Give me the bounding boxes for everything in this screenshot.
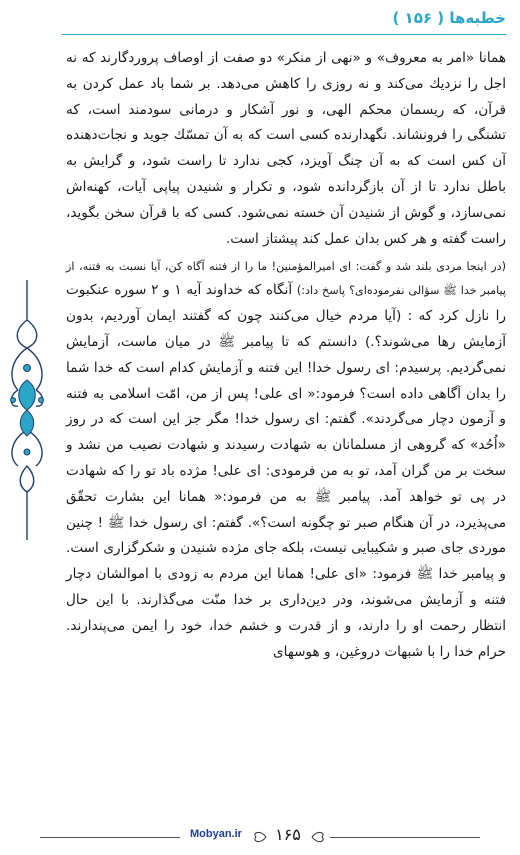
swirl-left-icon	[250, 827, 268, 847]
header-divider	[62, 34, 506, 35]
site-watermark: Mobyan.ir	[190, 828, 242, 840]
paragraph: همانا «امر به معروف» و «نهى از منكر» دو صفت از اوصاف پروردگارند كه نه اجل را نزديك مى‌كند و نه روزى را كاهش مى‌دهد. بر شما باد عمل كردن به قرآن، كه ريسمان محكم الهى، و نور آشكار و درمانى سودمند است، كه تشنگى را فرونشاند. نگهدارنده كسى است كه به آن تمسّك جويد و نجات‌دهنده آن كس است كه به آن چنگ آويزد، كجى ندارد تا راست شود، و گرايش به باطل ندارد تا از آن بازگردانده شود، و تكرار و شنيدن پياپى آيات، كهنه‌اش نمى‌سازد، و گوش از شنيدن آن خسته نمى‌شود. كسى كه با قرآن سخن بگويد، راست گفته و هر كس بدان عمل كند پيشتاز است.	[66, 50, 506, 247]
page-header	[0, 0, 520, 40]
main-text	[66, 46, 506, 665]
page-number: ۱۶۵	[275, 825, 301, 844]
chapter-title: خطبه‌ها ( ۱۵۶ )	[392, 9, 506, 27]
note-intro: (در اينجا مردى بلند شد و گفت: اى اميرالمؤمنين! ما را از فتنه آگاه كن، آيا نسبت به فتنه، از پيامبر خدا ﷺ سؤالى نفرموده‌اى؟ پاسخ داد:)	[66, 260, 506, 298]
note-continuation: آنگاه كه خداوند آيه ۱ و ۲ سوره عنكبوت را نازل كرد كه : (آيا مردم خيال مى‌كنند چون كه گفتند ايمان آورديم، بدون آزمايش رها مى‌شوند؟.) دانستم كه تا پيامبر ﷺ در ميان ماست، آزمايش نمى‌گرديم. پرسيدم: اى رسول خدا! اين فتنه و آزمايش كدام است كه خدا شما را بدان آگاهى داده است؟ فرمود:« اى على! پس از من، امّت اسلامى به فتنه و آزمون دچار مى‌گردند». گفتم: اى رسول خدا! مگر جز اين است كه در روز «اُحُد» كه گروهى از مسلمانان به شهادت رسيدند و شهادت نصيب من نشد و سخت بر من گران آمد، تو به من فرمودى: اى على! مژده باد تو را كه شهادت در پى تو خواهد آمد. پيامبر ﷺ به من فرمود:« همانا اين بشارت تحقّق مى‌پذيرد، در آن هنگام صبر تو چگونه است؟». گفتم: اى رسول خدا ﷺ ! چنين موردى جاى صبر و شكيبايى نيست، بلكه جاى مژده شنيدن و شكرگزارى است. و پيامبر خدا ﷺ فرمود: «اى على! همانا اين مردم به زودى با اموالشان دچار فتنه و آزمايش مى‌شوند، ودر دين‌دارى بر خدا منّت مى‌گذارند. با اين حال انتظار رحمت او را دارند، و از قدرت و خشم خدا، خود را ايمن مى‌پندارند. حرام خدا را با شبهات دروغين، و هوسهاى	[66, 282, 506, 660]
footer-line-left	[40, 837, 180, 838]
footer-line-right	[330, 837, 480, 838]
swirl-right-icon	[310, 827, 328, 847]
quote-paragraph	[66, 256, 506, 665]
ornament-icon	[4, 280, 50, 540]
page-footer	[0, 819, 520, 855]
